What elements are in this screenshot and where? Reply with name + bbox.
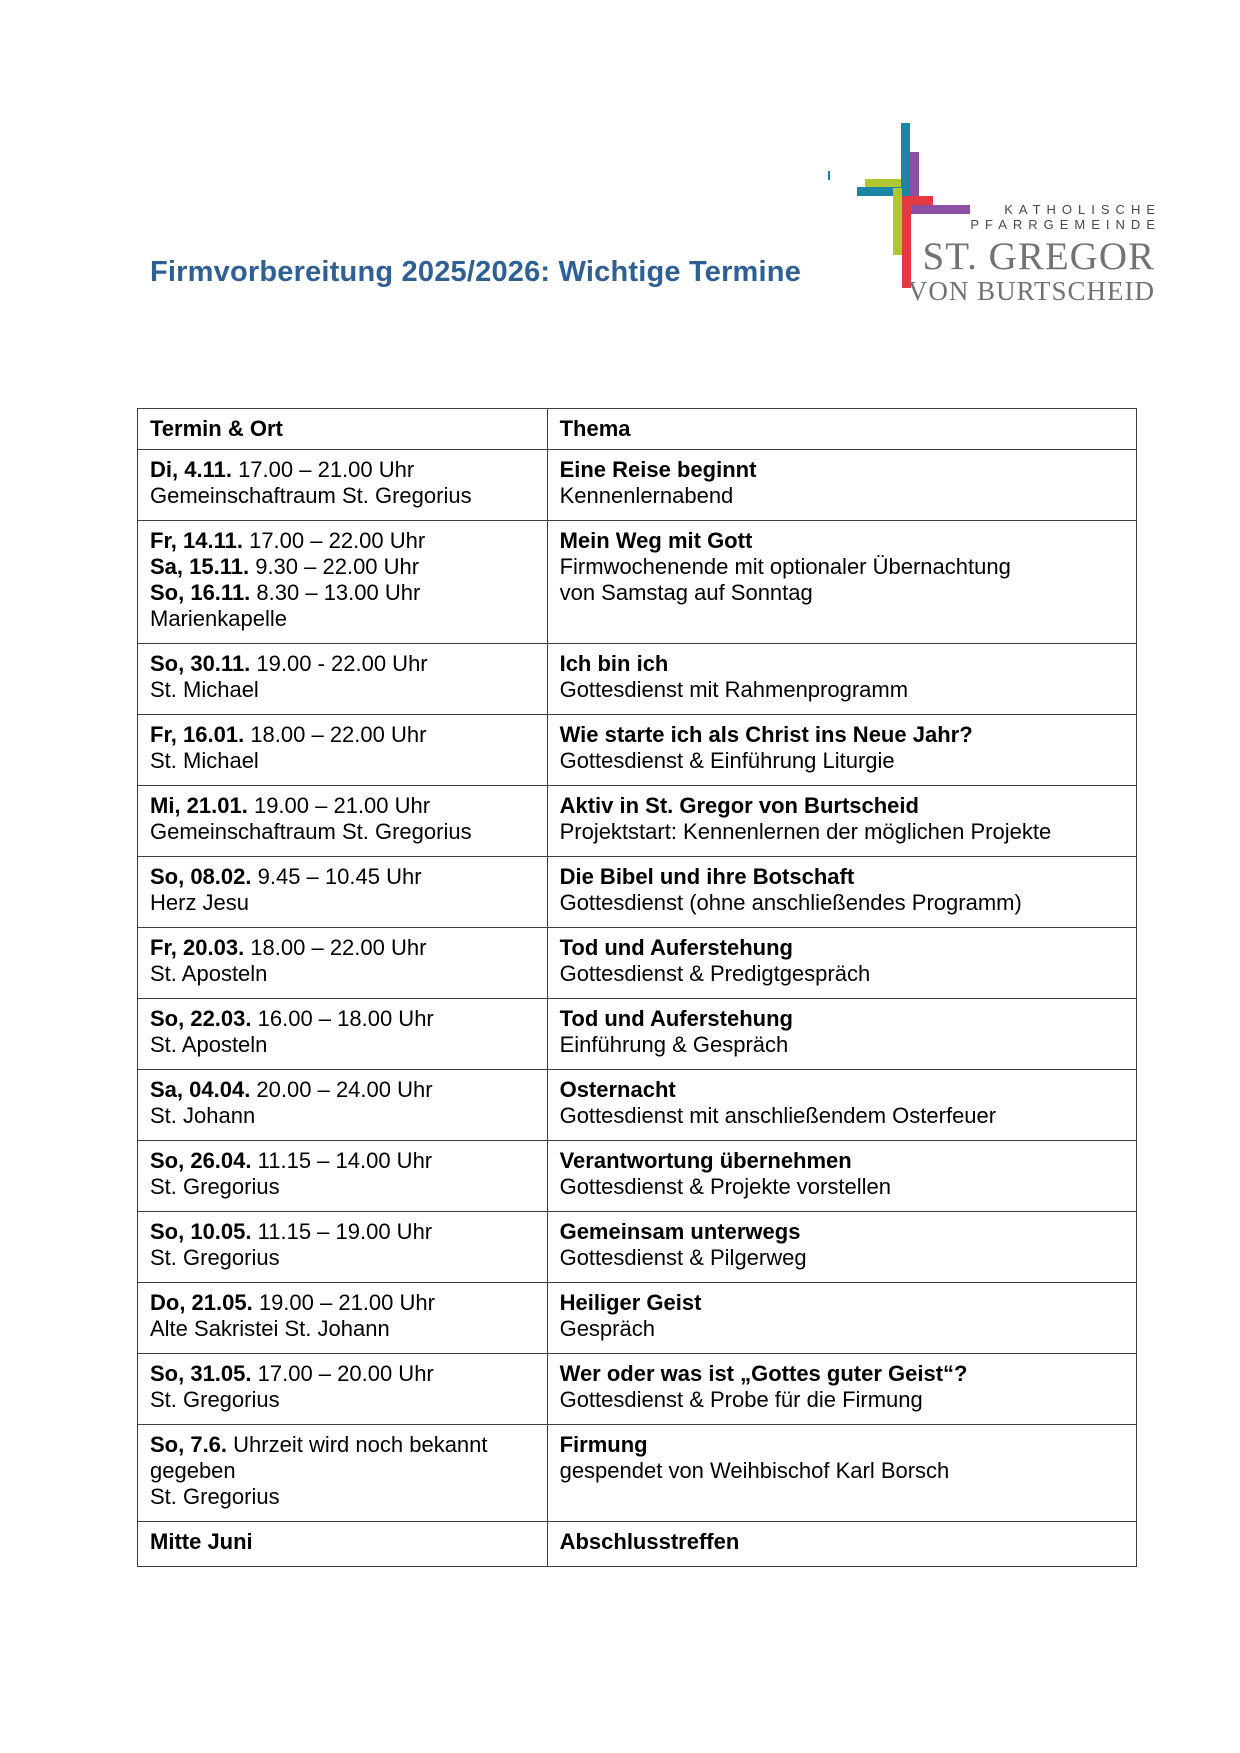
table-row (138, 999, 1137, 1070)
thema-title: Firmung (559, 1432, 648, 1457)
termin-line: St. Aposteln (150, 961, 268, 986)
termin-line: So, 22.03. 16.00 – 18.00 Uhr (150, 1006, 434, 1031)
termin-ort-cell (138, 857, 548, 928)
parish-logo (820, 120, 1161, 306)
thema-description-line: Gottesdienst & Predigtgespräch (559, 961, 871, 986)
termin-line: So, 7.6. Uhrzeit wird noch bekannt (150, 1432, 488, 1457)
termin-ort-cell (138, 715, 548, 786)
table-row (138, 1070, 1137, 1141)
termin-line: St. Gregorius (150, 1245, 280, 1270)
termin-ort-cell (138, 1283, 548, 1354)
termin-line: St. Gregorius (150, 1484, 280, 1509)
termin-ort-cell (138, 1522, 548, 1567)
termin-line: Fr, 14.11. 17.00 – 22.00 Uhr (150, 528, 426, 553)
thema-description-line: von Samstag auf Sonntag (559, 580, 813, 605)
termin-line: Herz Jesu (150, 890, 250, 915)
table-row (138, 1425, 1137, 1522)
logo-name-line2: VON BURTSCHEID (907, 276, 1155, 306)
col-header-termin-ort: Termin & Ort (138, 409, 548, 450)
termin-line: Sa, 15.11. 9.30 – 22.00 Uhr (150, 554, 420, 579)
table-header-row (138, 409, 1137, 450)
page-title: Firmvorbereitung 2025/2026: Wichtige Termine (150, 256, 802, 288)
termin-line: St. Johann (150, 1103, 256, 1128)
table-row (138, 1354, 1137, 1425)
logo-org-line2: PFARRGEMEINDE (970, 217, 1161, 232)
termin-line: Mitte Juni (150, 1529, 253, 1554)
thema-cell (547, 1354, 1136, 1425)
thema-cell (547, 1283, 1136, 1354)
termin-ort-cell (138, 1212, 548, 1283)
parish-logo-text (907, 202, 1161, 306)
termin-line: So, 31.05. 17.00 – 20.00 Uhr (150, 1361, 434, 1386)
thema-description-line: Einführung & Gespräch (559, 1032, 789, 1057)
thema-description-line: Gottesdienst (ohne anschließendes Programm) (559, 890, 1022, 915)
termin-ort-cell (138, 999, 548, 1070)
thema-description-line: gespendet von Weihbischof Karl Borsch (559, 1458, 950, 1483)
logo-name-line1: ST. GREGOR (922, 235, 1155, 278)
table-row (138, 450, 1137, 521)
thema-title: Osternacht (559, 1077, 676, 1102)
thema-description-line: Gottesdienst & Einführung Liturgie (559, 748, 895, 773)
thema-title: Abschlusstreffen (559, 1529, 740, 1554)
thema-title: Tod und Auferstehung (559, 1006, 793, 1031)
thema-title: Eine Reise beginnt (559, 457, 757, 482)
thema-title: Wie starte ich als Christ ins Neue Jahr? (559, 722, 973, 747)
table-row (138, 857, 1137, 928)
thema-cell (547, 1070, 1136, 1141)
thema-title: Mein Weg mit Gott (559, 528, 753, 553)
table-row (138, 1522, 1137, 1567)
termin-ort-cell (138, 1425, 548, 1522)
thema-cell (547, 928, 1136, 999)
termin-line: Di, 4.11. 17.00 – 21.00 Uhr (150, 457, 415, 482)
thema-description-line: Gottesdienst mit Rahmenprogramm (559, 677, 909, 702)
termin-ort-cell (138, 450, 548, 521)
termin-line: Gemeinschaftraum St. Gregorius (150, 483, 472, 508)
thema-cell (547, 1425, 1136, 1522)
termin-line: So, 08.02. 9.45 – 10.45 Uhr (150, 864, 422, 889)
termin-line: Fr, 16.01. 18.00 – 22.00 Uhr (150, 722, 427, 747)
termin-ort-cell (138, 1354, 548, 1425)
termin-line: Sa, 04.04. 20.00 – 24.00 Uhr (150, 1077, 433, 1102)
table-row (138, 1141, 1137, 1212)
termin-line: Gemeinschaftraum St. Gregorius (150, 819, 472, 844)
termin-line: St. Michael (150, 677, 259, 702)
termin-line: Fr, 20.03. 18.00 – 22.00 Uhr (150, 935, 427, 960)
termin-line: St. Michael (150, 748, 259, 773)
thema-description-line: Projektstart: Kennenlernen der möglichen Projekte (559, 819, 1052, 844)
table-row (138, 715, 1137, 786)
schedule-table (137, 408, 1137, 1567)
thema-title: Ich bin ich (559, 651, 669, 676)
thema-title: Verantwortung übernehmen (559, 1148, 852, 1173)
termin-line: St. Gregorius (150, 1387, 280, 1412)
table-row (138, 521, 1137, 644)
col-header-thema: Thema (547, 409, 1136, 450)
table-row (138, 786, 1137, 857)
thema-description-line: Gottesdienst & Pilgerweg (559, 1245, 807, 1270)
termin-ort-cell (138, 928, 548, 999)
thema-title: Tod und Auferstehung (559, 935, 793, 960)
schedule-body (138, 450, 1137, 1567)
cross-tick-mark-icon (828, 171, 830, 180)
termin-ort-cell (138, 786, 548, 857)
thema-cell (547, 1141, 1136, 1212)
thema-description-line: Firmwochenende mit optionaler Übernachtung (559, 554, 1011, 579)
thema-title: Wer oder was ist „Gottes guter Geist“? (559, 1361, 968, 1386)
termin-line: St. Gregorius (150, 1174, 280, 1199)
thema-cell (547, 999, 1136, 1070)
termin-line: So, 30.11. 19.00 - 22.00 Uhr (150, 651, 428, 676)
termin-line: gegeben (150, 1458, 236, 1483)
logo-org-line1: KATHOLISCHE (1004, 202, 1161, 217)
termin-line: So, 26.04. 11.15 – 14.00 Uhr (150, 1148, 433, 1173)
thema-cell (547, 715, 1136, 786)
thema-cell (547, 644, 1136, 715)
termin-line: So, 10.05. 11.15 – 19.00 Uhr (150, 1219, 433, 1244)
thema-cell (547, 1522, 1136, 1567)
termin-line: Marienkapelle (150, 606, 287, 631)
table-row (138, 644, 1137, 715)
thema-title: Heiliger Geist (559, 1290, 702, 1315)
termin-line: So, 16.11. 8.30 – 13.00 Uhr (150, 580, 421, 605)
termin-line: Alte Sakristei St. Johann (150, 1316, 390, 1341)
thema-description-line: Kennenlernabend (559, 483, 734, 508)
thema-description-line: Gottesdienst & Projekte vorstellen (559, 1174, 891, 1199)
thema-cell (547, 521, 1136, 644)
termin-ort-cell (138, 1141, 548, 1212)
termin-line: St. Aposteln (150, 1032, 268, 1057)
thema-description-line: Gespräch (559, 1316, 655, 1341)
thema-title: Gemeinsam unterwegs (559, 1219, 801, 1244)
thema-description-line: Gottesdienst & Probe für die Firmung (559, 1387, 923, 1412)
table-row (138, 1212, 1137, 1283)
termin-ort-cell (138, 644, 548, 715)
thema-cell (547, 786, 1136, 857)
thema-cell (547, 857, 1136, 928)
termin-ort-cell (138, 521, 548, 644)
table-row (138, 1283, 1137, 1354)
cross-bar-lime-vertical-icon (893, 188, 902, 255)
termin-line: Mi, 21.01. 19.00 – 21.00 Uhr (150, 793, 431, 818)
thema-title: Aktiv in St. Gregor von Burtscheid (559, 793, 919, 818)
termin-ort-cell (138, 1070, 548, 1141)
thema-title: Die Bibel und ihre Botschaft (559, 864, 855, 889)
termin-line: Do, 21.05. 19.00 – 21.00 Uhr (150, 1290, 435, 1315)
thema-description-line: Gottesdienst mit anschließendem Osterfeuer (559, 1103, 997, 1128)
table-row (138, 928, 1137, 999)
thema-cell (547, 1212, 1136, 1283)
thema-cell (547, 450, 1136, 521)
